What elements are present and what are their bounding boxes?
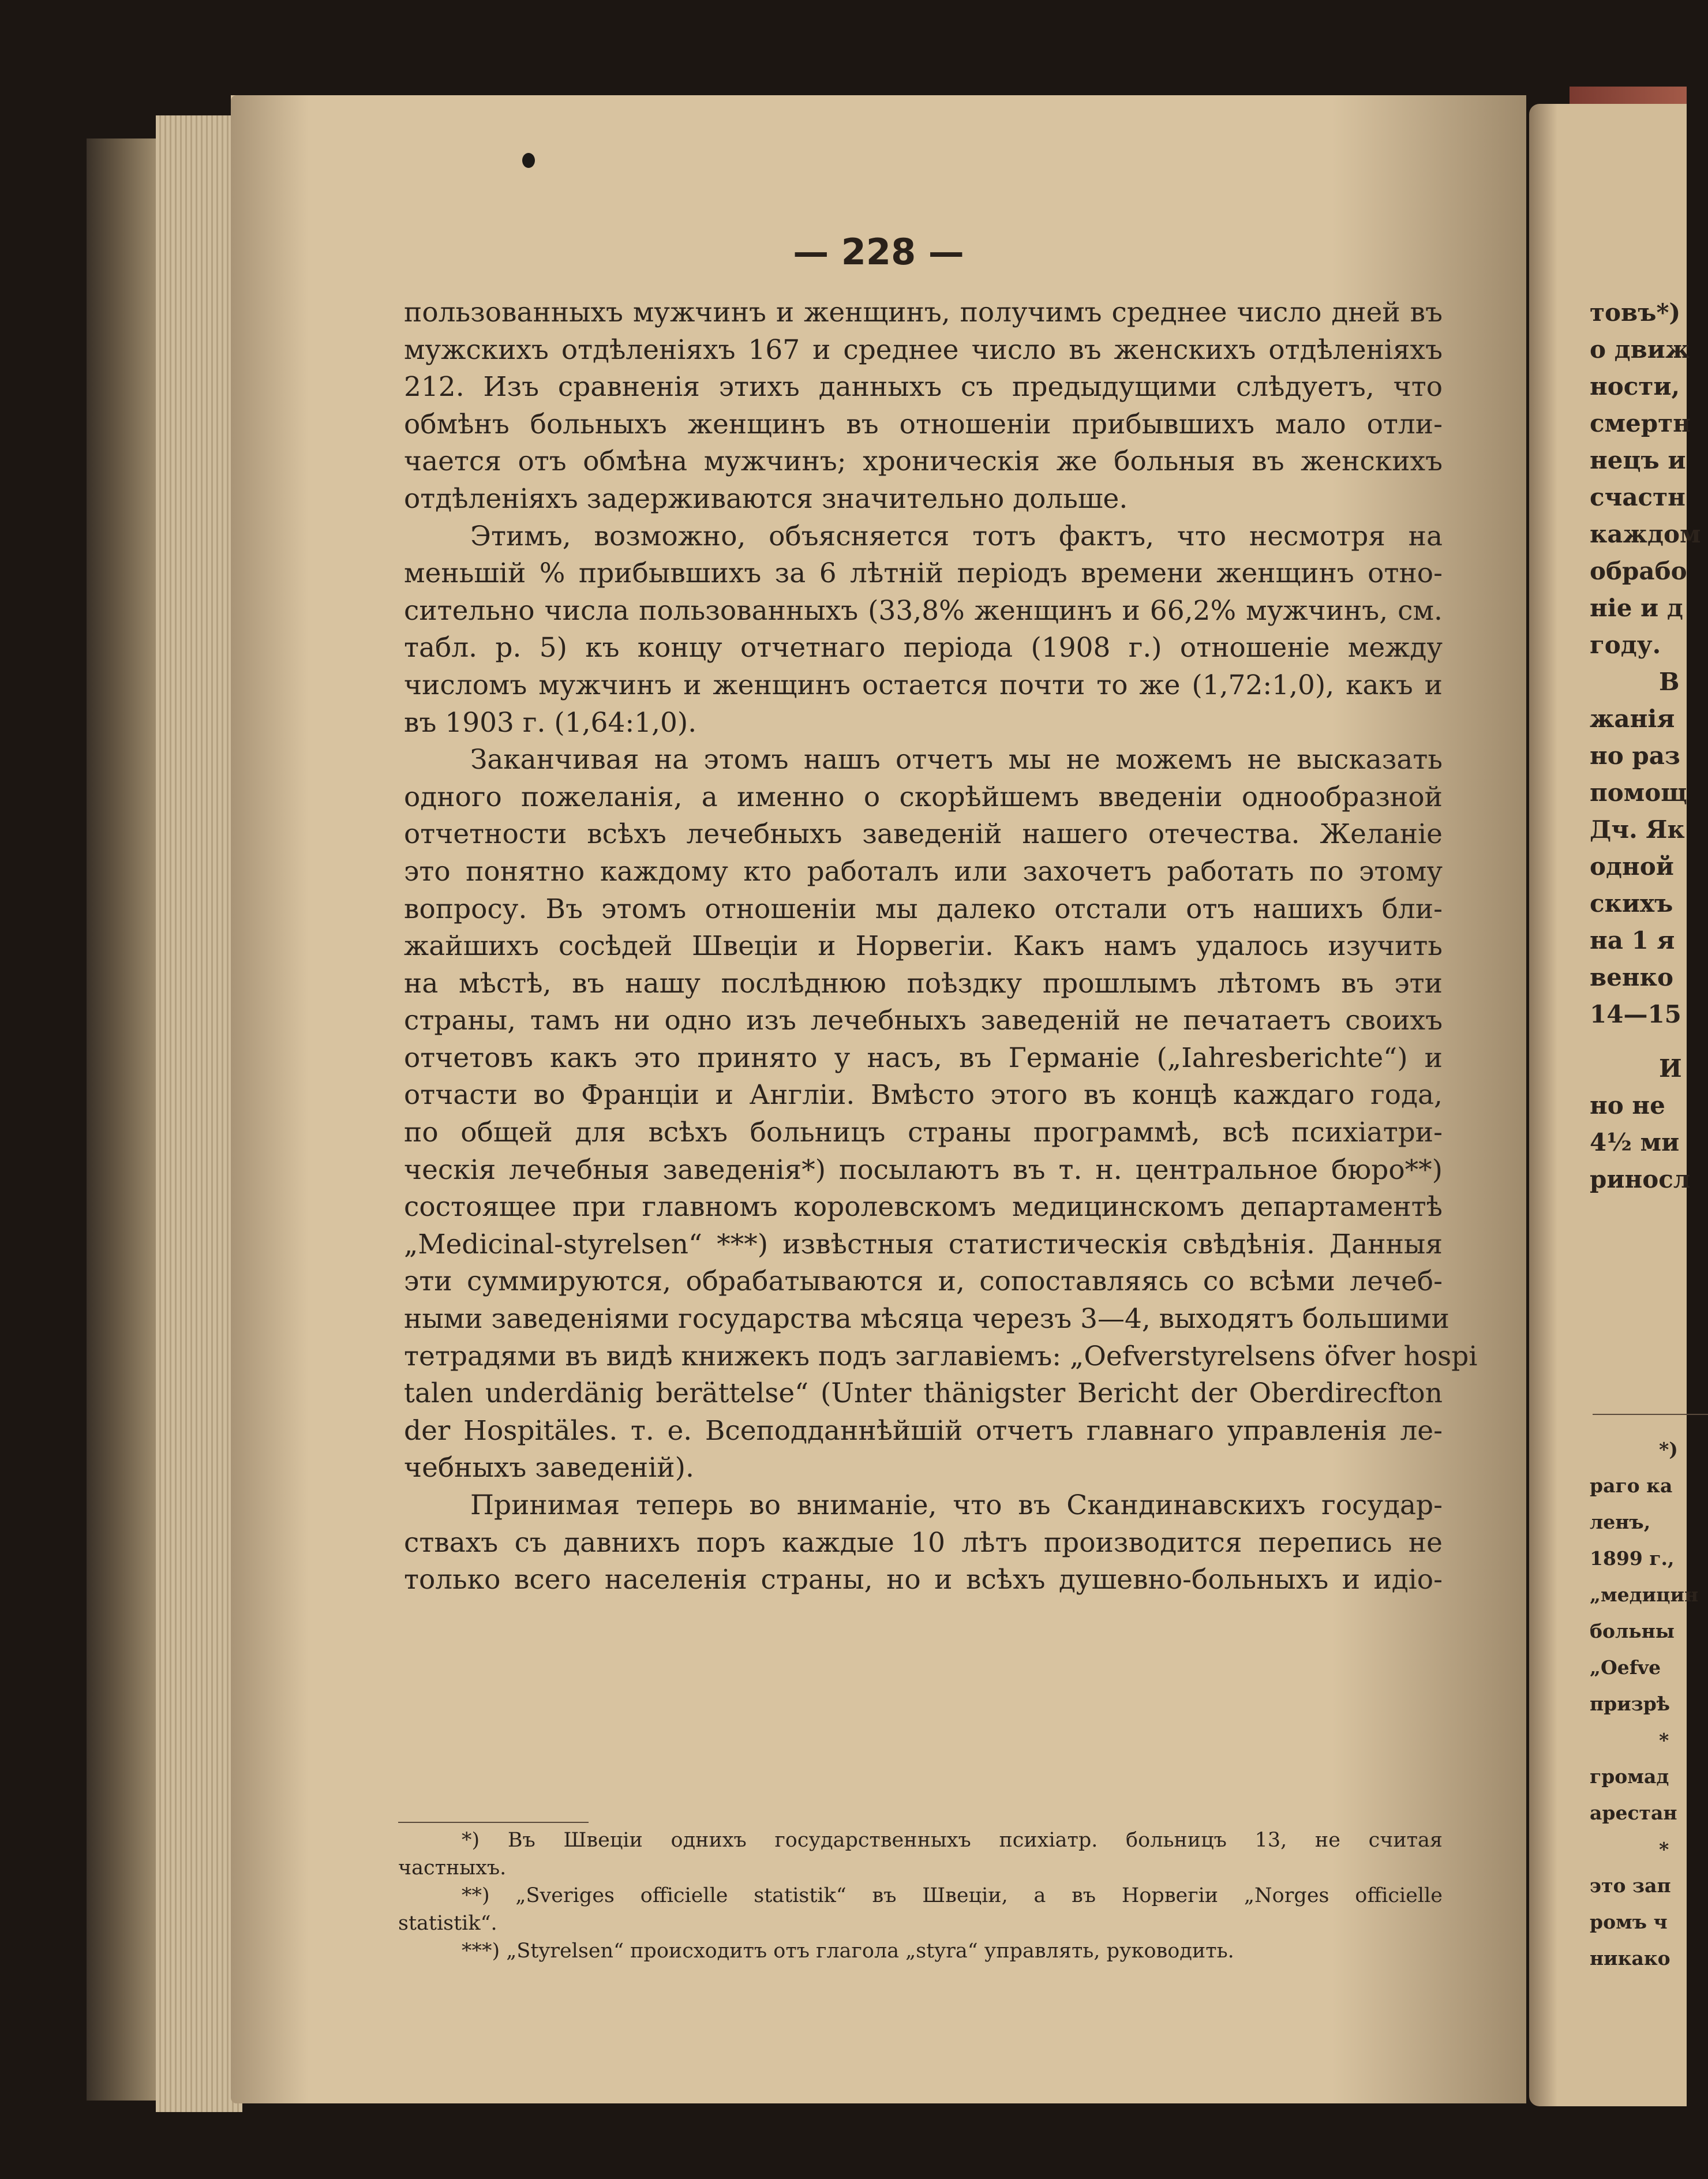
text-line: на 1 я [1590, 926, 1675, 954]
right-footnote-rule [1593, 1414, 1708, 1415]
text-line: talen underdänig berättelse“ (Unter thänigster Bericht der Oberdirecfton [404, 1377, 1443, 1410]
text-line: отдѣленiяхъ задерживаются значительно дольше. [404, 482, 1128, 515]
text-line: der Hospitäles. т. е. Всеподданнѣйшiй отчетъ главнаго управленiя ле- [404, 1414, 1443, 1447]
footnote-line: **) „Sveriges officielle statistik“ въ Швецiи, а въ Норвегiи „Norges officielle [462, 1884, 1443, 1907]
footnote-line: никако [1590, 1947, 1670, 1970]
footnote-line: больны [1590, 1620, 1675, 1642]
text-line: счастн [1590, 483, 1685, 511]
text-line: обмѣнъ больныхъ женщинъ въ отношенiи прибывшихъ мало отли- [404, 408, 1443, 440]
footnote-line: *) Въ Швецiи однихъ государственныхъ психiатр. больницъ 13, не считая [462, 1829, 1443, 1852]
text-line: 14—15 [1590, 1000, 1681, 1028]
text-line: только всего населенiя страны, но и всѣхъ душевно-больныхъ и идiо- [404, 1564, 1443, 1596]
text-line: вопросу. Въ этомъ отношенiи мы далеко отстали отъ нашихъ бли- [404, 893, 1443, 925]
text-line: ности, [1590, 372, 1680, 400]
text-line: сительно числа пользованныхъ (33,8% женщинъ и 66,2% мужчинъ, см. [404, 594, 1443, 627]
text-line: товъ*) [1590, 298, 1681, 327]
footnote-line: арестан [1590, 1802, 1677, 1824]
text-line: Заканчивая на этомъ нашъ отчетъ мы не можемъ не высказать [470, 744, 1443, 776]
text-line: меньшiй % прибывшихъ за 6 лѣтнiй перiодъ времени женщинъ отно- [404, 557, 1443, 590]
footnote-line: statistik“. [398, 1912, 497, 1935]
text-line: тетрадями въ видѣ книжекъ подъ заглавiемъ: „Oefverstyrelsens öfver hospi [404, 1340, 1478, 1372]
right-page-text [1590, 294, 1700, 1198]
text-line: 212. Изъ сравненiя этихъ данныхъ съ предыдущими слѣдуетъ, что [404, 371, 1443, 403]
text-line: это понятно каждому кто работалъ или захочетъ работать по этому [404, 855, 1443, 888]
text-line: И [1659, 1054, 1682, 1083]
text-line: риносл [1590, 1165, 1691, 1193]
text-line: страны, тамъ ни одно изъ лечебныхъ заведенiй не печатаетъ своихъ [404, 1005, 1443, 1037]
text-line: „Medicinal-styrelsen“ ***) извѣстныя статистическiя свѣдѣнiя. Данныя [404, 1228, 1443, 1260]
text-line: году. [1590, 631, 1661, 659]
text-line: обрабо [1590, 557, 1687, 585]
text-line: жайшихъ сосѣдей Швецiи и Норвегiи. Какъ намъ удалось изучить [404, 930, 1443, 963]
text-line: смертн [1590, 409, 1691, 437]
text-line: мужскихъ отдѣленiяхъ 167 и среднее число въ женскихъ отдѣленiяхъ [404, 334, 1443, 366]
page-stack-edge [156, 115, 242, 2112]
ink-spot [522, 153, 535, 168]
footnotes [398, 1826, 1443, 1965]
text-line: Дч. Як [1590, 815, 1685, 844]
text-line: чебныхъ заведенiй). [404, 1452, 694, 1484]
text-line: но не [1590, 1091, 1665, 1120]
right-page [1529, 104, 1701, 2106]
footnote-line: *) [1659, 1438, 1678, 1461]
footnote-line: призрѣ [1590, 1693, 1670, 1715]
body-text [404, 294, 1478, 1599]
text-line: жанiя [1590, 705, 1675, 733]
text-line: ческiя лечебныя заведенiя*) посылаютъ въ т. н. центральное бюро**) [404, 1154, 1443, 1186]
text-line: числомъ мужчинъ и женщинъ остается почти то же (1,72:1,0), какъ и [404, 669, 1443, 701]
text-line: о движ [1590, 335, 1690, 364]
text-line: на мѣстѣ, въ нашу послѣднюю поѣздку прошлымъ лѣтомъ въ эти [404, 967, 1443, 999]
text-line: одной [1590, 852, 1674, 881]
footnote-line: раго ка [1590, 1474, 1673, 1497]
left-page [231, 95, 1526, 2103]
text-line: въ 1903 г. (1,64:1,0). [404, 706, 697, 739]
text-line: отчетовъ какъ это принято у насъ, въ Германiе („Iahresberichte“) и [404, 1042, 1443, 1074]
footnote-line: „медицин [1590, 1583, 1699, 1606]
text-line: по общей для всѣхъ больницъ страны программѣ, всѣ психiатри- [404, 1117, 1443, 1149]
text-line: отчетности всѣхъ лечебныхъ заведенiй нашего отечества. Желанiе [404, 818, 1443, 851]
page-number: — 228 — [793, 231, 964, 273]
text-line: В [1659, 668, 1680, 696]
right-page-footnotes [1590, 1431, 1698, 1976]
footnote-line: * [1659, 1838, 1669, 1860]
footnote-line: ***) „Styrelsen“ происходитъ отъ глагола „styra“ управлять, руководить. [462, 1940, 1234, 1963]
text-line: 4½ ми [1590, 1128, 1680, 1156]
text-line: табл. р. 5) къ концу отчетнаго перiода (1908 г.) отношенiе между [404, 632, 1443, 664]
text-line: состоящее при главномъ королевскомъ медицинскомъ департаментѣ [404, 1191, 1443, 1223]
text-line: отчасти во Францiи и Англiи. Вмѣсто этого въ концѣ каждаго года, [404, 1079, 1443, 1111]
footnote-rule [398, 1822, 589, 1823]
text-line: одного пожеланiя, а именно о скорѣйшемъ введенiи однообразной [404, 781, 1443, 813]
text-line: нецъ и [1590, 446, 1686, 474]
footnote-line: ленъ, [1590, 1511, 1651, 1533]
footnote-line: „Oefve [1590, 1656, 1661, 1679]
footnote-line: частныхъ. [398, 1856, 507, 1880]
footnote-line: * [1659, 1729, 1669, 1751]
text-line: нiе и д [1590, 594, 1683, 622]
text-line: эти суммируются, обрабатываются и, сопоставляясь со всѣми лечеб- [404, 1266, 1443, 1298]
text-line: каждом [1590, 520, 1701, 548]
text-line: но раз [1590, 742, 1680, 770]
footnote-line: ромъ ч [1590, 1911, 1668, 1933]
text-line: пользованныхъ мужчинъ и женщинъ, получимъ среднее число дней въ [404, 297, 1443, 328]
footnote-line: 1899 г., [1590, 1547, 1675, 1570]
text-line: Принимая теперь во вниманiе, что въ Скандинавскихъ государ- [470, 1489, 1443, 1521]
footnote-line: громад [1590, 1765, 1669, 1788]
text-line: Этимъ, возможно, объясняется тотъ фактъ, что несмотря на [470, 520, 1443, 552]
text-line: ствахъ съ давнихъ поръ каждые 10 лѣтъ производится перепись не [404, 1526, 1443, 1559]
text-line: помощ [1590, 778, 1687, 807]
footnote-line: это зап [1590, 1874, 1671, 1897]
text-line: венко [1590, 963, 1673, 991]
text-line: скихъ [1590, 889, 1673, 918]
text-line: ными заведенiями государства мѣсяца черезъ 3—4, выходятъ большими [404, 1303, 1449, 1335]
text-line: чается отъ обмѣна мужчинъ; хроническiя же больныя въ женскихъ [404, 445, 1443, 478]
